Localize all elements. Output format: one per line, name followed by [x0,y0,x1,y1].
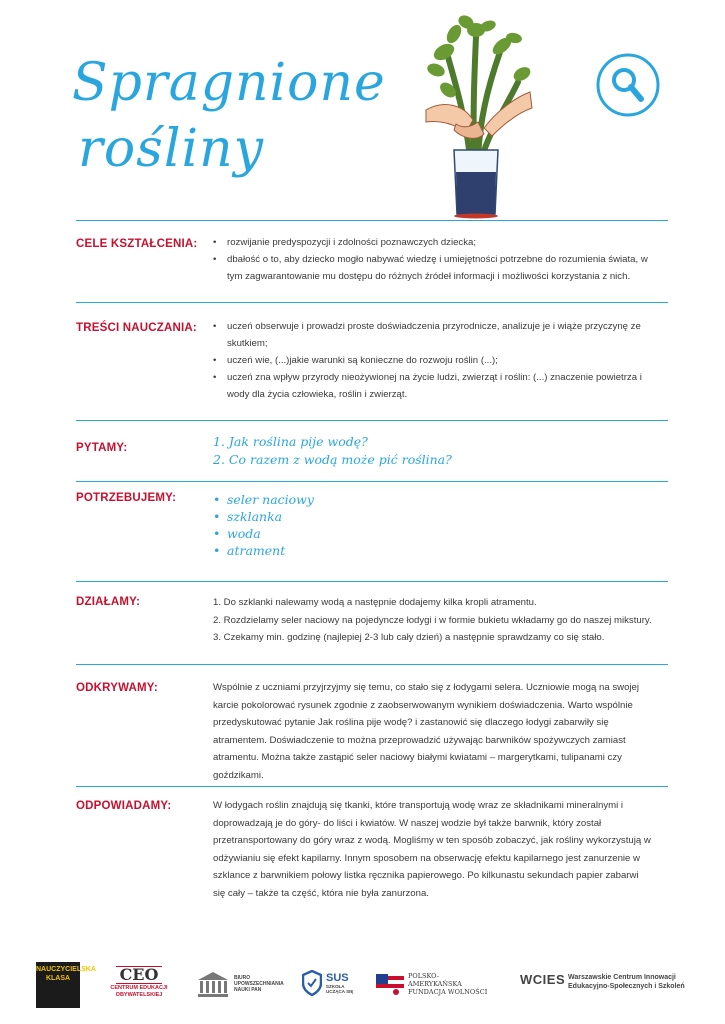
celery-illustration [418,12,534,220]
page-title [72,50,386,182]
ceo-mark: CEO [116,966,163,984]
title-line-1: Spragnione [72,53,386,113]
ceo-text: CENTRUM EDUKACJI OBYWATELSKIEJ [110,985,168,998]
list-item: • szklanka [213,508,314,525]
section-label-dzialamy: DZIAŁAMY: [76,596,141,608]
tresci-list [213,318,643,403]
list-item: • uczeń wie, (...)jakie warunki są konieczne do rozwoju roślin (...); [213,352,643,369]
sus-logo [302,970,356,996]
ceo-logo [108,966,170,998]
divider [76,420,668,421]
section-label-odkrywamy: ODKRYWAMY: [76,682,158,694]
building-icon [196,970,230,998]
list-item: 1. Jak roślina pije wodę? [213,434,368,449]
cele-list [213,234,658,285]
list-item: • uczeń obserwuje i prowadzi proste doświadczenia przyrodnicze, analizuje je i wiąże przyczynę ze skutkiem; [213,318,643,352]
shield-icon [302,970,322,996]
section-label-pytamy: PYTAMY: [76,442,128,454]
wcies-text-block [568,974,696,991]
divider [76,786,668,787]
title-line-2: rośliny [78,119,264,179]
list-item: 2. Rozdzielamy seler naciowy na pojedyncze łodygi i w formie bukietu wkładamy go do naszej mikstury. [213,614,652,626]
magnifier-icon [596,53,660,117]
divider [76,581,668,582]
section-label-tresci: TREŚCI NAUCZANIA: [76,322,197,334]
list-item: 1. Do szklanki nalewamy wodą a następnie dodajemy kilka kropli atramentu. [213,597,537,608]
odkrywamy-text: Wspólnie z uczniami przyjrzyjmy się temu, co stało się z łodygami selera. Uczniowie mogą na swojej karcie pokolorować rysunek zgodnie z zaobserwowanym wynikiem doświadczenia. Warto wspólnie przedyskutować pytanie Jak roślina pije wodę? i zastanowić się dlaczego łodygi zabarwiły się atramentem. Doświadczenie to można przeprowadzić używając barwników spożywczych zamiast atramentu. Można także zastąpić seler naciowy białymi kwiatami – margerytkami, tulipanami czy goździkami. [213,682,640,781]
wcies-text: Warszawskie Centrum Innowacji Edukacyjno-Społecznych i Szkoleń [568,974,685,990]
divider [76,664,668,665]
section-label-odpowiadamy: ODPOWIADAMY: [76,800,172,812]
sus-text: SZKOŁA UCZĄCA SIĘ [326,983,354,994]
pafw-text: POLSKO-AMERYKAŃSKA FUNDACJA WOLNOŚCI [408,972,488,996]
divider [76,481,668,482]
ncl-logo [36,962,96,1008]
divider [76,302,668,303]
list-item: • rozwijanie predyspozycji i zdolności poznawczych dziecka; [213,234,658,251]
pafw-logo [376,972,492,996]
questions-list [213,433,452,469]
materials-list [213,491,314,559]
pan-logo [196,970,284,998]
pan-text: BIURO UPOWSZECHNIANIA NAUKI PAN [234,975,284,993]
odpowiadamy-text: W łodygach roślin znajdują się tkanki, które transportują wodę wraz ze składnikami mineralnymi i doprowadzają je do góry- do liści i kwiatów. W naszej wodzie był także barwnik, który został przetransportowany do góry wraz z wodą. Mogliśmy w ten sposób zobaczyć, jak rośliny wykorzystują w odżywianiu się efekt kapilarny. Innym sposobem na obserwację efektu kapilarnego jest zanurzenie w szklance z barwnikiem połowy listka ręcznika papierowego. Po kilkunastu sekundach papier zabarwi się cały – także ta część, która nie była zanurzona. [213,800,651,899]
list-item: 2. Co razem z wodą może pić roślina? [213,452,452,467]
steps-list [213,594,673,647]
section-label-cele: CELE KSZTAŁCENIA: [76,238,198,250]
partner-logos [36,962,696,1012]
sus-mark: SUS [326,971,349,984]
list-item: • seler naciowy [213,491,314,508]
wcies-mark: WCIES [520,972,566,987]
list-item: • atrament [213,542,314,559]
flag-icon [376,972,404,996]
divider [76,220,668,221]
section-label-potrzebujemy: POTRZEBUJEMY: [76,492,177,504]
ncl-logo-text: NAUCZYCIELSKA KLASA [36,962,80,1008]
list-item: • uczeń zna wpływ przyrody nieożywionej na życie ludzi, zwierząt i roślin: (...) znaczenie powietrza i wody dla życia człowieka, roślin i zwierząt. [213,369,643,403]
wcies-logo [520,972,565,987]
list-item: • dbałość o to, aby dziecko mogło nabywać wiedzę i umiejętności potrzebne do rozumienia świata, w tym zagwarantowanie mu dostępu do różnych źródeł informacji i możliwości korzystania z nich. [213,251,658,285]
list-item: • woda [213,525,314,542]
list-item: 3. Czekamy min. godzinę (najlepiej 2-3 lub cały dzień) a następnie sprawdzamy co się stało. [213,632,605,643]
